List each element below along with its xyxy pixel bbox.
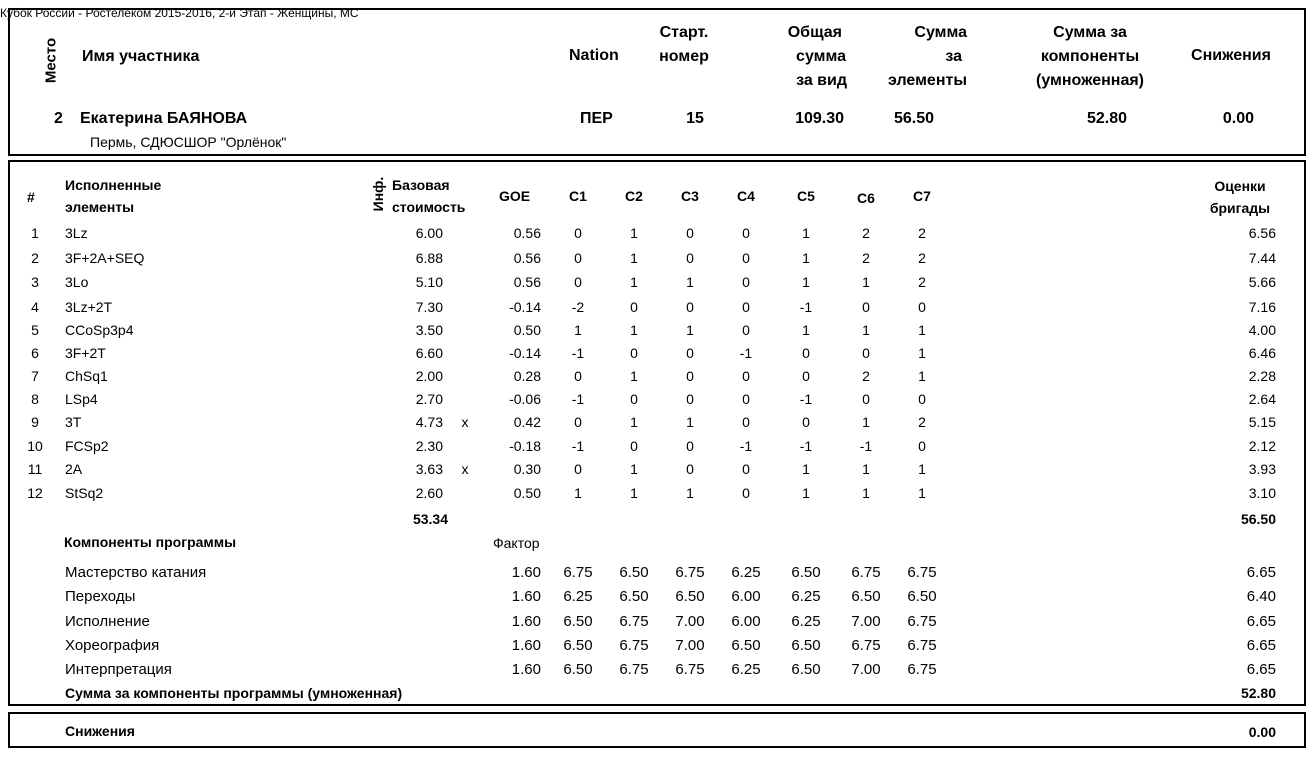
col-header-place: Место	[42, 37, 60, 84]
component-judge-mark: 6.75	[675, 661, 705, 678]
element-judge-mark: 1	[574, 485, 582, 501]
element-base-value: 3.50	[415, 322, 443, 338]
skater-elements-score: 56.50	[893, 110, 934, 127]
component-name: Исполнение	[65, 613, 150, 630]
component-judge-mark: 6.25	[791, 588, 821, 605]
element-judge-mark: 0	[742, 299, 750, 315]
element-number: 10	[27, 438, 43, 454]
element-judge-mark: 1	[862, 414, 870, 430]
element-judge-mark: 1	[802, 250, 810, 266]
col-header-executed-elements-2: элементы	[65, 199, 135, 215]
element-number: 5	[31, 322, 39, 338]
element-judge-mark: 0	[686, 225, 694, 241]
skater-total: 109.30	[795, 110, 844, 127]
element-judge-mark: 0	[802, 414, 810, 430]
element-goe: 0.56	[513, 225, 541, 241]
element-judge-mark: 1	[686, 485, 694, 501]
component-judge-mark: 6.50	[791, 661, 821, 678]
element-code: 3Lo	[65, 274, 89, 290]
element-judge-mark: 1	[630, 485, 638, 501]
element-code: 3Lz+2T	[65, 299, 113, 315]
element-number: 8	[31, 391, 39, 407]
element-goe: 0.56	[513, 274, 541, 290]
element-number: 1	[31, 225, 39, 241]
element-goe: 0.42	[513, 414, 541, 430]
col-header-total-1: Общая	[787, 24, 842, 41]
col-header-elements-2: за	[945, 48, 962, 65]
element-code: FCSp2	[65, 438, 109, 454]
element-judge-mark: 1	[802, 485, 810, 501]
element-judge-mark: 2	[918, 274, 926, 290]
element-judge-mark: 1	[686, 322, 694, 338]
col-header-components-1: Сумма за	[1053, 24, 1127, 41]
element-judge-mark: 0	[742, 391, 750, 407]
element-base-value: 3.63	[415, 461, 443, 477]
element-panel-score: 6.56	[1248, 225, 1276, 241]
element-judge-mark: 0	[686, 461, 694, 477]
element-code: 3Lz	[65, 225, 88, 241]
element-goe: 0.28	[513, 368, 541, 384]
component-factor: 1.60	[511, 564, 541, 581]
element-judge-mark: 0	[686, 345, 694, 361]
element-base-value: 6.00	[415, 225, 443, 241]
element-panel-score: 2.28	[1248, 368, 1276, 384]
element-code: StSq2	[65, 485, 104, 501]
col-header-judge: C2	[625, 188, 643, 204]
element-panel-score: 4.00	[1248, 322, 1276, 338]
element-judge-mark: 0	[918, 299, 926, 315]
element-number: 2	[31, 250, 39, 266]
element-number: 12	[27, 485, 43, 501]
element-goe: 0.50	[513, 322, 541, 338]
component-judge-mark: 6.25	[731, 564, 761, 581]
col-header-base-value-2: стоимость	[392, 199, 466, 215]
element-judge-mark: 2	[918, 250, 926, 266]
element-code: ChSq1	[65, 368, 108, 384]
component-judge-mark: 6.75	[619, 661, 649, 678]
element-judge-mark: -1	[799, 391, 813, 407]
col-header-total-3: за вид	[796, 72, 847, 89]
skater-club: Пермь, СДЮСШОР "Орлёнок"	[90, 134, 287, 150]
col-header-panel-score-1: Оценки	[1214, 178, 1266, 194]
skater-place: 2	[54, 110, 63, 127]
element-number: 4	[31, 299, 39, 315]
component-factor: 1.60	[511, 637, 541, 654]
col-header-judge: C3	[681, 188, 699, 204]
component-factor: 1.60	[511, 661, 541, 678]
element-goe: 0.56	[513, 250, 541, 266]
element-judge-mark: 1	[630, 368, 638, 384]
element-number: 9	[31, 414, 39, 430]
element-judge-mark: 0	[686, 250, 694, 266]
element-judge-mark: 0	[686, 438, 694, 454]
skater-deductions: 0.00	[1222, 110, 1254, 127]
element-number: 11	[27, 461, 43, 477]
col-header-number: #	[27, 189, 35, 205]
element-panel-score: 5.15	[1248, 414, 1276, 430]
element-judge-mark: 0	[862, 391, 870, 407]
element-goe: 0.30	[513, 461, 541, 477]
deductions-label: Снижения	[65, 723, 135, 739]
element-base-value: 2.70	[415, 391, 443, 407]
element-judge-mark: 1	[630, 225, 638, 241]
element-judge-mark: 0	[630, 345, 638, 361]
component-judge-mark: 6.50	[619, 588, 649, 605]
element-judge-mark: 0	[574, 274, 582, 290]
element-judge-mark: 0	[574, 368, 582, 384]
element-code: LSp4	[65, 391, 98, 407]
element-base-value: 6.88	[415, 250, 443, 266]
skater-nation: ПЕР	[580, 110, 613, 127]
component-judge-mark: 6.75	[851, 564, 881, 581]
element-judge-mark: 1	[862, 322, 870, 338]
col-header-base-value-1: Базовая	[392, 177, 450, 193]
element-judge-mark: 0	[742, 485, 750, 501]
component-judge-mark: 7.00	[675, 637, 705, 654]
col-header-executed-elements-1: Исполненные	[65, 177, 162, 193]
col-header-elements-1: Сумма	[914, 24, 967, 41]
element-judge-mark: 0	[742, 414, 750, 430]
element-goe: -0.06	[509, 391, 541, 407]
deductions-box	[8, 712, 1306, 748]
element-goe: -0.18	[509, 438, 541, 454]
element-base-value: 2.30	[415, 438, 443, 454]
deductions-value: 0.00	[1248, 724, 1276, 740]
component-judge-mark: 6.50	[563, 661, 593, 678]
element-judge-mark: 0	[742, 225, 750, 241]
col-header-components-2: компоненты	[1040, 48, 1140, 65]
element-judge-mark: 1	[918, 345, 926, 361]
element-judge-mark: 1	[630, 274, 638, 290]
element-judge-mark: -1	[739, 438, 753, 454]
col-header-judge: C5	[797, 188, 815, 204]
col-header-start-2: номер	[659, 48, 709, 65]
element-judge-mark: 1	[802, 322, 810, 338]
component-judge-mark: 6.00	[731, 588, 761, 605]
element-number: 3	[31, 274, 39, 290]
element-panel-score: 3.10	[1248, 485, 1276, 501]
components-heading: Компоненты программы	[64, 534, 237, 550]
element-code: CCoSp3p4	[65, 322, 134, 338]
component-panel-score: 6.40	[1246, 588, 1276, 605]
element-code: 3F+2T	[65, 345, 106, 361]
element-judge-mark: 1	[862, 461, 870, 477]
element-judge-mark: 1	[630, 414, 638, 430]
element-judge-mark: 0	[630, 438, 638, 454]
element-judge-mark: 0	[742, 461, 750, 477]
component-judge-mark: 6.50	[851, 588, 881, 605]
element-judge-mark: 1	[862, 274, 870, 290]
element-panel-score: 7.16	[1248, 299, 1276, 315]
element-judge-mark: 0	[574, 225, 582, 241]
element-judge-mark: 1	[630, 250, 638, 266]
element-code: 2A	[65, 461, 83, 477]
element-number: 7	[31, 368, 39, 384]
component-judge-mark: 6.75	[563, 564, 593, 581]
element-judge-mark: 0	[686, 391, 694, 407]
col-header-deductions: Снижения	[1191, 47, 1271, 64]
col-header-judge: C6	[857, 190, 875, 206]
element-judge-mark: 0	[918, 438, 926, 454]
col-header-goe: GOE	[499, 188, 531, 204]
components-total: 52.80	[1240, 685, 1276, 701]
element-base-value: 5.10	[415, 274, 443, 290]
element-judge-mark: -1	[739, 345, 753, 361]
col-header-judge: C7	[913, 188, 931, 204]
component-judge-mark: 6.00	[731, 613, 761, 630]
element-panel-score: 3.93	[1248, 461, 1276, 477]
element-judge-mark: 0	[862, 299, 870, 315]
element-goe: -0.14	[509, 345, 541, 361]
col-header-info: Инф.	[370, 176, 386, 212]
component-judge-mark: 6.75	[619, 613, 649, 630]
component-judge-mark: 6.75	[675, 564, 705, 581]
element-judge-mark: 1	[918, 368, 926, 384]
element-judge-mark: 0	[742, 250, 750, 266]
element-code: 3T	[65, 414, 82, 430]
element-number: 6	[31, 345, 39, 361]
element-judge-mark: 0	[862, 345, 870, 361]
element-judge-mark: 1	[574, 322, 582, 338]
element-judge-mark: 2	[862, 250, 870, 266]
element-judge-mark: 2	[918, 414, 926, 430]
component-judge-mark: 6.50	[907, 588, 937, 605]
element-judge-mark: -1	[799, 299, 813, 315]
element-judge-mark: 0	[574, 250, 582, 266]
component-name: Хореография	[65, 637, 160, 654]
base-value-total: 53.34	[412, 511, 448, 527]
component-judge-mark: 6.50	[791, 637, 821, 654]
component-judge-mark: 7.00	[851, 613, 881, 630]
element-panel-score: 2.64	[1248, 391, 1276, 407]
element-judge-mark: 0	[742, 368, 750, 384]
element-base-value: 6.60	[415, 345, 443, 361]
col-header-judge: C4	[737, 188, 755, 204]
skater-start-number: 15	[686, 110, 704, 127]
element-judge-mark: 2	[862, 368, 870, 384]
col-header-total-2: сумма	[796, 48, 846, 65]
element-judge-mark: 0	[574, 461, 582, 477]
element-judge-mark: 1	[686, 414, 694, 430]
col-header-judge: C1	[569, 188, 587, 204]
element-judge-mark: 0	[630, 391, 638, 407]
element-base-value: 2.60	[415, 485, 443, 501]
element-info: x	[461, 461, 469, 477]
component-judge-mark: 7.00	[675, 613, 705, 630]
component-factor: 1.60	[511, 588, 541, 605]
page-title: Кубок России - Ростелеком 2015-2016, 2-й Этап - Женщины, МС	[0, 6, 359, 20]
element-panel-score: 5.66	[1248, 274, 1276, 290]
element-judge-mark: -1	[571, 391, 585, 407]
component-judge-mark: 6.50	[791, 564, 821, 581]
component-judge-mark: 6.50	[675, 588, 705, 605]
component-panel-score: 6.65	[1246, 637, 1276, 654]
skater-components-score: 52.80	[1086, 110, 1127, 127]
element-judge-mark: 0	[574, 414, 582, 430]
element-judge-mark: -1	[799, 438, 813, 454]
element-goe: 0.50	[513, 485, 541, 501]
element-judge-mark: 0	[630, 299, 638, 315]
element-judge-mark: 2	[918, 225, 926, 241]
component-judge-mark: 6.75	[907, 564, 937, 581]
col-header-components-3: (умноженная)	[1036, 72, 1144, 89]
element-judge-mark: 1	[918, 461, 926, 477]
element-judge-mark: -1	[859, 438, 873, 454]
component-name: Переходы	[65, 588, 136, 605]
component-judge-mark: 6.75	[907, 637, 937, 654]
component-judge-mark: 7.00	[851, 661, 881, 678]
element-panel-score: 7.44	[1248, 250, 1276, 266]
element-judge-mark: 1	[802, 274, 810, 290]
element-judge-mark: 0	[686, 368, 694, 384]
component-name: Интерпретация	[65, 661, 172, 678]
col-header-nation: Nation	[569, 47, 619, 64]
component-factor: 1.60	[511, 613, 541, 630]
col-header-name: Имя участника	[82, 48, 200, 65]
element-judge-mark: 0	[802, 368, 810, 384]
component-panel-score: 6.65	[1246, 613, 1276, 630]
element-judge-mark: 1	[862, 485, 870, 501]
component-judge-mark: 6.25	[731, 661, 761, 678]
element-judge-mark: 2	[862, 225, 870, 241]
element-judge-mark: -1	[571, 438, 585, 454]
component-judge-mark: 6.50	[563, 613, 593, 630]
component-judge-mark: 6.75	[907, 613, 937, 630]
element-panel-score: 2.12	[1248, 438, 1276, 454]
element-judge-mark: 1	[686, 274, 694, 290]
element-judge-mark: 1	[630, 461, 638, 477]
col-header-panel-score-2: бригады	[1209, 200, 1271, 216]
element-judge-mark: -2	[571, 299, 585, 315]
component-name: Мастерство катания	[65, 564, 207, 581]
component-panel-score: 6.65	[1246, 661, 1276, 678]
element-base-value: 4.73	[415, 414, 443, 430]
factor-label: Фактор	[493, 535, 540, 551]
component-panel-score: 6.65	[1246, 564, 1276, 581]
element-panel-score: 6.46	[1248, 345, 1276, 361]
component-judge-mark: 6.25	[563, 588, 593, 605]
skater-name: Екатерина БАЯНОВА	[80, 110, 248, 127]
component-judge-mark: 6.75	[851, 637, 881, 654]
col-header-start-1: Старт.	[659, 24, 709, 41]
element-judge-mark: 0	[742, 322, 750, 338]
component-judge-mark: 6.50	[619, 564, 649, 581]
element-info: x	[461, 414, 469, 430]
elements-score-total: 56.50	[1240, 511, 1276, 527]
element-judge-mark: 0	[686, 299, 694, 315]
element-judge-mark: 1	[802, 461, 810, 477]
element-judge-mark: 0	[918, 391, 926, 407]
component-judge-mark: 6.75	[907, 661, 937, 678]
component-judge-mark: 6.75	[619, 637, 649, 654]
element-base-value: 7.30	[415, 299, 443, 315]
component-judge-mark: 6.25	[791, 613, 821, 630]
component-judge-mark: 6.50	[563, 637, 593, 654]
col-header-elements-3: элементы	[888, 72, 967, 89]
components-total-label: Сумма за компоненты программы (умноженная)	[65, 685, 403, 701]
element-judge-mark: 1	[630, 322, 638, 338]
element-judge-mark: 0	[802, 345, 810, 361]
element-judge-mark: 1	[918, 322, 926, 338]
scores-box	[8, 160, 1306, 706]
element-judge-mark: 1	[918, 485, 926, 501]
component-judge-mark: 6.50	[731, 637, 761, 654]
element-base-value: 2.00	[415, 368, 443, 384]
element-goe: -0.14	[509, 299, 541, 315]
element-judge-mark: 1	[802, 225, 810, 241]
element-judge-mark: 0	[742, 274, 750, 290]
element-code: 3F+2A+SEQ	[65, 250, 145, 266]
element-judge-mark: -1	[571, 345, 585, 361]
